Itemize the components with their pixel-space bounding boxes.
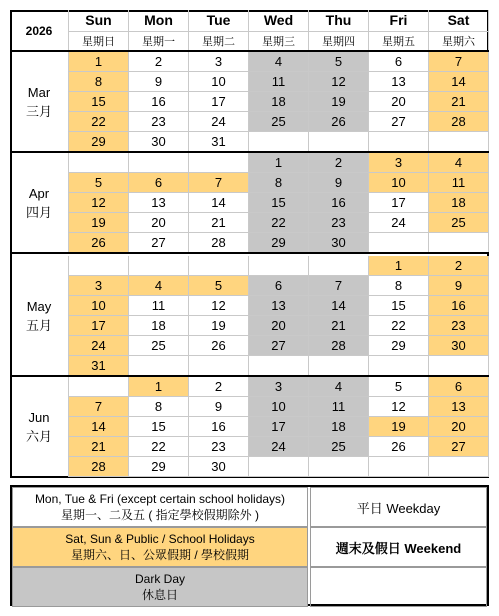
date-cell: 4 <box>429 153 489 173</box>
date-cell: 28 <box>309 336 369 356</box>
date-cell: 10 <box>369 173 429 193</box>
day-header-zh: 星期五 <box>382 36 415 48</box>
empty-cell <box>189 356 249 376</box>
empty-cell <box>309 457 369 477</box>
day-header-zh: 星期四 <box>322 36 355 48</box>
date-cell: 11 <box>129 296 189 316</box>
date-cell: 4 <box>249 52 309 72</box>
date-cell: 12 <box>369 397 429 417</box>
date-cell: 29 <box>369 336 429 356</box>
date-cell: 9 <box>129 72 189 92</box>
date-cell: 2 <box>129 52 189 72</box>
date-cell: 12 <box>69 193 129 213</box>
month-label-en: Mar <box>27 85 51 100</box>
date-cell: 8 <box>129 397 189 417</box>
date-cell: 9 <box>429 276 489 296</box>
date-cell: 6 <box>249 276 309 296</box>
day-header-en: Wed <box>249 10 308 32</box>
legend-category-1: 平日 Weekday <box>310 487 487 527</box>
date-cell: 15 <box>69 92 129 112</box>
date-cell: 19 <box>69 213 129 233</box>
date-cell: 28 <box>69 457 129 477</box>
date-cell: 17 <box>249 417 309 437</box>
day-header-tue <box>189 10 249 52</box>
legend-line2: 星期一、二及五 ( 指定學校假期除外 ) <box>61 508 259 522</box>
empty-cell <box>189 153 249 173</box>
empty-cell <box>309 256 369 276</box>
date-cell: 1 <box>129 377 189 397</box>
date-cell: 30 <box>189 457 249 477</box>
empty-cell <box>369 356 429 376</box>
empty-cell <box>429 356 489 376</box>
day-header-zh: 星期日 <box>82 36 115 48</box>
date-cell: 14 <box>309 296 369 316</box>
date-cell: 13 <box>429 397 489 417</box>
date-cell: 23 <box>309 213 369 233</box>
date-cell: 6 <box>129 173 189 193</box>
empty-cell <box>249 457 309 477</box>
day-header-zh: 星期六 <box>442 36 475 48</box>
date-cell: 23 <box>189 437 249 457</box>
date-cell: 2 <box>429 256 489 276</box>
date-cell: 20 <box>129 213 189 233</box>
day-header-en: Fri <box>369 10 428 32</box>
legend-desc-1 <box>12 487 308 527</box>
date-cell: 4 <box>309 377 369 397</box>
date-cell: 26 <box>69 233 129 253</box>
day-header-en: Tue <box>189 10 248 32</box>
month-label-en: May <box>26 299 52 314</box>
date-cell: 9 <box>189 397 249 417</box>
empty-cell <box>129 256 189 276</box>
date-cell: 17 <box>369 193 429 213</box>
date-cell: 18 <box>129 316 189 336</box>
month-divider <box>10 252 489 254</box>
date-cell: 16 <box>309 193 369 213</box>
date-cell: 7 <box>189 173 249 193</box>
date-cell: 26 <box>189 336 249 356</box>
date-cell: 27 <box>249 336 309 356</box>
date-cell: 18 <box>429 193 489 213</box>
date-cell: 12 <box>309 72 369 92</box>
month-label-zh: 三月 <box>25 104 52 119</box>
date-cell: 10 <box>69 296 129 316</box>
month-label-zh: 四月 <box>25 205 52 220</box>
date-cell: 13 <box>249 296 309 316</box>
date-cell: 14 <box>429 72 489 92</box>
empty-cell <box>429 233 489 253</box>
legend-line1: Sat, Sun & Public / School Holidays <box>65 532 255 546</box>
date-cell: 4 <box>129 276 189 296</box>
date-cell: 16 <box>129 92 189 112</box>
day-header-sun <box>69 10 129 52</box>
date-cell: 22 <box>249 213 309 233</box>
date-cell: 3 <box>69 276 129 296</box>
empty-cell <box>69 256 129 276</box>
day-header-en: Mon <box>129 10 188 32</box>
empty-cell <box>129 153 189 173</box>
empty-cell <box>369 233 429 253</box>
date-cell: 19 <box>309 92 369 112</box>
date-cell: 17 <box>69 316 129 336</box>
date-cell: 6 <box>429 377 489 397</box>
date-cell: 8 <box>249 173 309 193</box>
date-cell: 20 <box>369 92 429 112</box>
day-header-en: Sun <box>69 10 128 32</box>
date-cell: 11 <box>309 397 369 417</box>
date-cell: 22 <box>129 437 189 457</box>
month-label-mar <box>10 52 69 152</box>
date-cell: 24 <box>369 213 429 233</box>
empty-cell <box>369 132 429 152</box>
date-cell: 21 <box>69 437 129 457</box>
legend-desc-2 <box>12 527 308 567</box>
date-cell: 12 <box>189 296 249 316</box>
date-cell: 27 <box>429 437 489 457</box>
date-cell: 2 <box>189 377 249 397</box>
month-label-apr <box>10 153 69 253</box>
date-cell: 21 <box>429 92 489 112</box>
date-cell: 2 <box>309 153 369 173</box>
empty-cell <box>189 256 249 276</box>
empty-cell <box>429 132 489 152</box>
date-cell: 17 <box>189 92 249 112</box>
day-header-zh: 星期二 <box>202 36 235 48</box>
day-header-sat <box>429 10 489 52</box>
empty-cell <box>369 457 429 477</box>
date-cell: 27 <box>369 112 429 132</box>
date-cell: 3 <box>189 52 249 72</box>
year-label: 2026 <box>10 10 69 52</box>
month-label-zh: 六月 <box>25 429 52 444</box>
empty-cell <box>69 377 129 397</box>
empty-cell <box>69 153 129 173</box>
date-cell: 18 <box>309 417 369 437</box>
empty-cell <box>309 132 369 152</box>
date-cell: 15 <box>249 193 309 213</box>
empty-cell <box>309 356 369 376</box>
date-cell: 11 <box>249 72 309 92</box>
date-cell: 27 <box>129 233 189 253</box>
day-header-zh: 星期一 <box>142 36 175 48</box>
date-cell: 28 <box>189 233 249 253</box>
date-cell: 9 <box>309 173 369 193</box>
date-cell: 3 <box>249 377 309 397</box>
month-label-jun <box>10 377 69 477</box>
date-cell: 22 <box>369 316 429 336</box>
date-cell: 8 <box>369 276 429 296</box>
date-cell: 29 <box>129 457 189 477</box>
date-cell: 20 <box>249 316 309 336</box>
month-label-zh: 五月 <box>25 318 52 333</box>
day-header-thu <box>309 10 369 52</box>
date-cell: 10 <box>189 72 249 92</box>
date-cell: 20 <box>429 417 489 437</box>
date-cell: 5 <box>369 377 429 397</box>
date-cell: 16 <box>429 296 489 316</box>
date-cell: 13 <box>369 72 429 92</box>
date-cell: 19 <box>189 316 249 336</box>
date-cell: 14 <box>189 193 249 213</box>
empty-cell <box>129 356 189 376</box>
date-cell: 14 <box>69 417 129 437</box>
date-cell: 29 <box>69 132 129 152</box>
date-cell: 1 <box>369 256 429 276</box>
date-cell: 6 <box>369 52 429 72</box>
date-cell: 25 <box>129 336 189 356</box>
date-cell: 5 <box>189 276 249 296</box>
month-label-en: Apr <box>28 186 50 201</box>
day-header-wed <box>249 10 309 52</box>
date-cell: 7 <box>309 276 369 296</box>
legend-desc-3 <box>12 567 308 607</box>
date-cell: 30 <box>129 132 189 152</box>
date-cell: 11 <box>429 173 489 193</box>
date-cell: 31 <box>69 356 129 376</box>
date-cell: 24 <box>189 112 249 132</box>
legend-line1: Mon, Tue & Fri (except certain school holidays) <box>34 492 286 506</box>
date-cell: 25 <box>309 437 369 457</box>
date-cell: 18 <box>249 92 309 112</box>
day-header-en: Thu <box>309 10 368 32</box>
date-cell: 8 <box>69 72 129 92</box>
date-cell: 5 <box>309 52 369 72</box>
date-cell: 30 <box>309 233 369 253</box>
date-cell: 21 <box>189 213 249 233</box>
date-cell: 25 <box>429 213 489 233</box>
date-cell: 21 <box>309 316 369 336</box>
date-cell: 30 <box>429 336 489 356</box>
month-label-may <box>10 256 69 376</box>
date-cell: 1 <box>249 153 309 173</box>
day-header-zh: 星期三 <box>262 36 295 48</box>
date-cell: 1 <box>69 52 129 72</box>
date-cell: 26 <box>369 437 429 457</box>
date-cell: 7 <box>69 397 129 417</box>
date-cell: 29 <box>249 233 309 253</box>
date-cell: 15 <box>369 296 429 316</box>
date-cell: 25 <box>249 112 309 132</box>
date-cell: 28 <box>429 112 489 132</box>
date-cell: 5 <box>69 173 129 193</box>
empty-cell <box>249 256 309 276</box>
date-cell: 24 <box>249 437 309 457</box>
day-header-mon <box>129 10 189 52</box>
legend-line2: 休息日 <box>141 588 178 602</box>
date-cell: 22 <box>69 112 129 132</box>
date-cell: 26 <box>309 112 369 132</box>
legend-category-3 <box>310 567 487 607</box>
day-header-en: Sat <box>429 10 488 32</box>
legend-line2: 星期六、日、公眾假期 / 學校假期 <box>70 548 249 562</box>
date-cell: 10 <box>249 397 309 417</box>
date-cell: 16 <box>189 417 249 437</box>
date-cell: 23 <box>429 316 489 336</box>
date-cell: 31 <box>189 132 249 152</box>
empty-cell <box>429 457 489 477</box>
legend-category-2: 週末及假日 Weekend <box>310 527 487 567</box>
date-cell: 19 <box>369 417 429 437</box>
day-header-fri <box>369 10 429 52</box>
date-cell: 15 <box>129 417 189 437</box>
legend-line1: Dark Day <box>134 572 185 586</box>
month-label-en: Jun <box>28 410 50 425</box>
date-cell: 13 <box>129 193 189 213</box>
date-cell: 24 <box>69 336 129 356</box>
date-cell: 7 <box>429 52 489 72</box>
date-cell: 3 <box>369 153 429 173</box>
empty-cell <box>249 356 309 376</box>
date-cell: 23 <box>129 112 189 132</box>
empty-cell <box>249 132 309 152</box>
